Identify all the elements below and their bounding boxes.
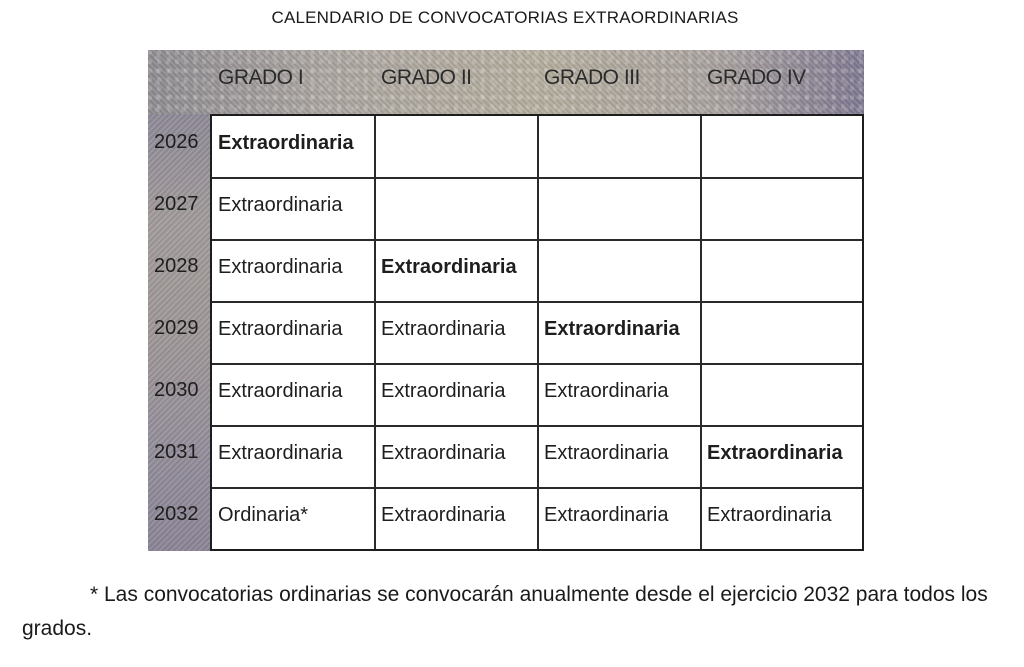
table-cell: Extraordinaria	[381, 256, 517, 278]
table-cell: Extraordinaria	[381, 504, 506, 526]
table-grid	[210, 114, 864, 551]
table-cell: Extraordinaria	[707, 442, 843, 464]
document-title: CALENDARIO DE CONVOCATORIAS EXTRAORDINARIAS	[271, 8, 739, 27]
table-cell: Ordinaria*	[218, 504, 309, 526]
table-cell: Extraordinaria	[218, 318, 343, 340]
table-cell: Extraordinaria	[381, 442, 506, 464]
table-cell: Extraordinaria	[544, 380, 669, 402]
table-cell: Extraordinaria	[218, 194, 343, 216]
table-cell: Extraordinaria	[707, 504, 832, 526]
convocatorias-table	[148, 50, 864, 551]
table-cell: Extraordinaria	[218, 256, 343, 278]
year-label: 2030	[154, 379, 199, 401]
table-cell: Extraordinaria	[544, 318, 680, 340]
row-divider	[212, 301, 862, 303]
table-cell: Extraordinaria	[218, 132, 354, 154]
column-divider	[700, 116, 702, 549]
year-label: 2027	[154, 193, 199, 215]
footnote-text: * Las convocatorias ordinarias se convocarán anualmente desde el ejercicio 2032 para todos los grados.	[22, 583, 988, 640]
row-divider	[212, 239, 862, 241]
year-label: 2026	[154, 131, 199, 153]
table-cell: Extraordinaria	[381, 380, 506, 402]
row-divider	[212, 177, 862, 179]
year-column-band	[148, 114, 210, 551]
row-divider	[212, 487, 862, 489]
column-header-grado-iii: GRADO III	[544, 66, 640, 89]
table-cell: Extraordinaria	[544, 442, 669, 464]
year-label: 2029	[154, 317, 199, 339]
row-divider	[212, 363, 862, 365]
table-cell: Extraordinaria	[544, 504, 669, 526]
table-cell: Extraordinaria	[218, 380, 343, 402]
table-cell: Extraordinaria	[218, 442, 343, 464]
table-header-band	[148, 50, 864, 114]
table-cell: Extraordinaria	[381, 318, 506, 340]
year-label: 2031	[154, 441, 199, 463]
column-header-grado-ii: GRADO II	[381, 66, 472, 89]
column-header-grado-iv: GRADO IV	[707, 66, 806, 89]
year-label: 2032	[154, 503, 199, 525]
footnote	[22, 578, 1002, 646]
column-header-grado-i: GRADO I	[218, 66, 304, 89]
column-divider	[374, 116, 376, 549]
column-divider	[537, 116, 539, 549]
year-label: 2028	[154, 255, 199, 277]
row-divider	[212, 425, 862, 427]
